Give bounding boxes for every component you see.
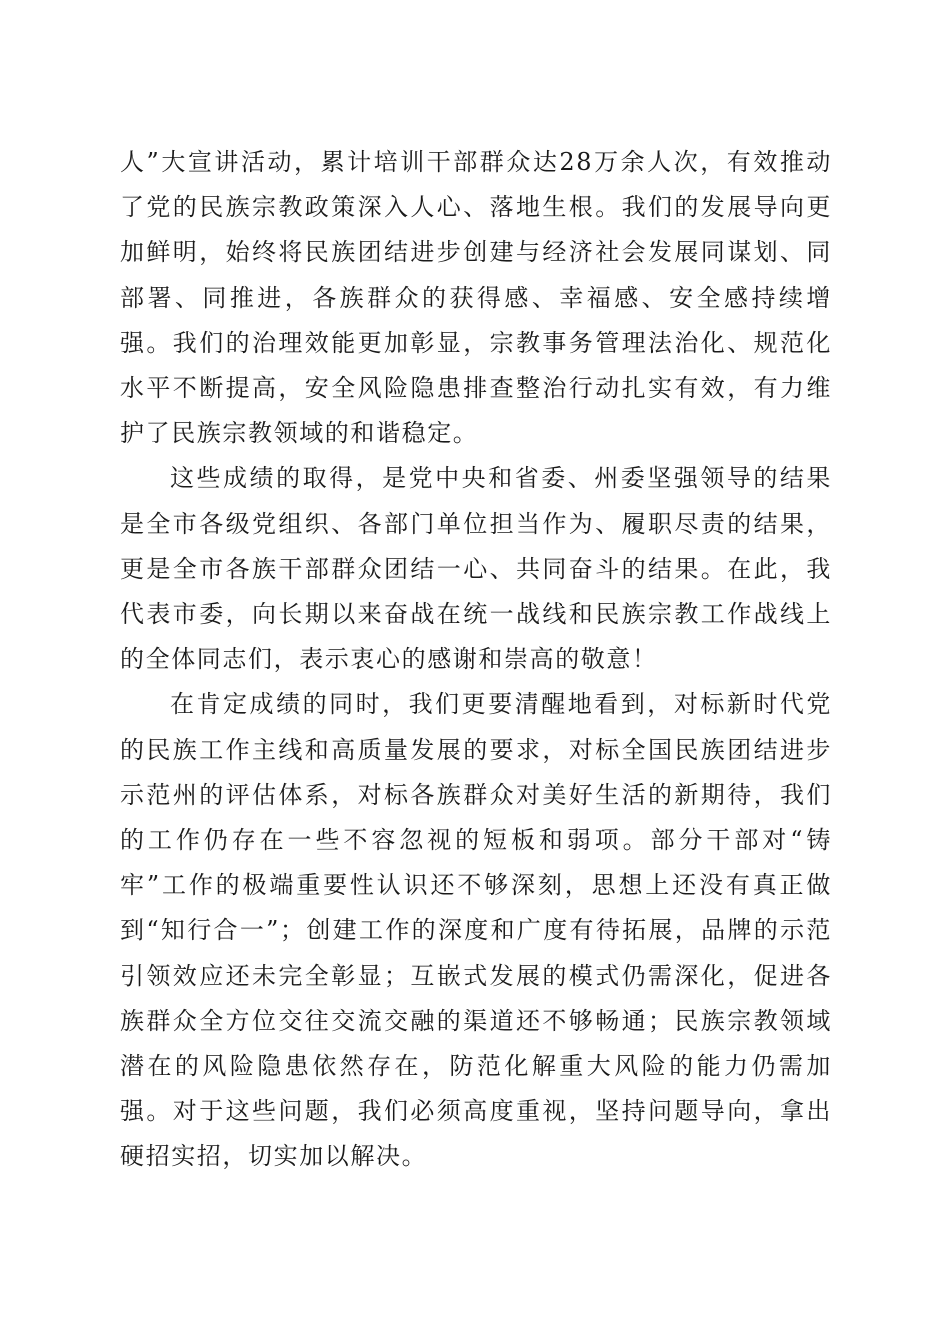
paragraph-shortcomings: 在肯定成绩的同时，我们更要清醒地看到，对标新时代党的民族工作主线和高质量发展的要求，对标全国民族团结进步示范州的评估体系，对标各族群众对美好生活的新期待，我们的工作仍存在一些不容忽视的短板和弱项。部分干部对“铸牢”工作的极端重要性认识还不够深刻，思想上还没有真正做到“知行合一”；创建工作的深度和广度有待拓展，品牌的示范引领效应还未完全彰显；互嵌式发展的模式仍需深化，促进各族群众全方位交往交流交融的渠道还不够畅通；民族宗教领域潜在的风险隐患依然存在，防范化解重大风险的能力仍需加强。对于这些问题，我们必须高度重视，坚持问题导向，拿出硬招实招，切实加以解决。 (120, 690, 832, 1171)
paragraph-continued: 人”大宣讲活动，累计培训干部群众达28万余人次，有效推动了党的民族宗教政策深入人心、落地生根。我们的发展导向更加鲜明，始终将民族团结进步创建与经济社会发展同谋划、同部署、同推进，各族群众的获得感、幸福感、安全感持续增强。我们的治理效能更加彰显，宗教事务管理法治化、规范化水平不断提高，安全风险隐患排查整治行动扎实有效，有力维护了民族宗教领域的和谐稳定。 (120, 148, 832, 448)
document-body (120, 140, 832, 1180)
paragraph-achievements: 这些成绩的取得，是党中央和省委、州委坚强领导的结果是全市各级党组织、各部门单位担当作为、履职尽责的结果，更是全市各族干部群众团结一心、共同奋斗的结果。在此，我代表市委，向长期以来奋战在统一战线和民族宗教工作战线上的全体同志们，表示衷心的感谢和崇高的敬意！ (120, 464, 832, 674)
